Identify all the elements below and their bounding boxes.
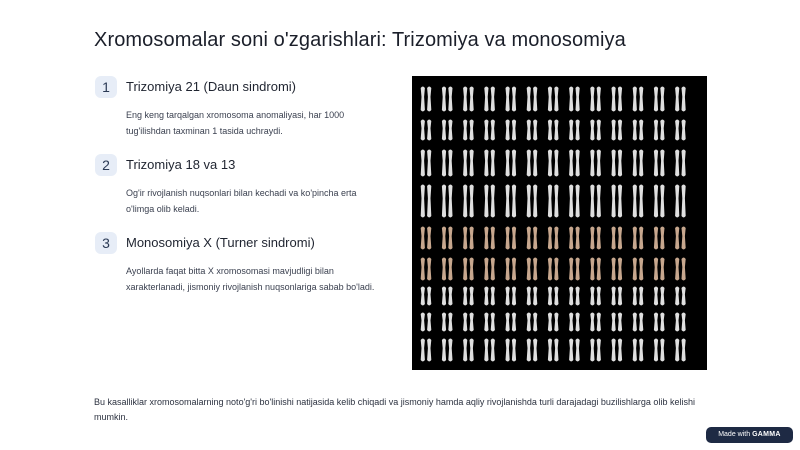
chromosome-pair xyxy=(421,258,432,281)
chromosome-pair xyxy=(590,313,601,332)
item-number-badge: 3 xyxy=(95,232,117,254)
chromosome-pair xyxy=(527,185,538,218)
chromosome-pair xyxy=(569,287,580,306)
chromosome-pair xyxy=(612,227,623,250)
chromosome-pair xyxy=(654,313,665,332)
chromosome-pair xyxy=(506,339,517,362)
chromosome-pair xyxy=(484,287,495,306)
chromosome-pair xyxy=(527,287,538,306)
item-heading: Monosomiya X (Turner sindromi) xyxy=(126,235,315,250)
chromosome-pair xyxy=(633,185,644,218)
item-heading: Trizomiya 18 va 13 xyxy=(126,157,236,172)
chromosome-pair xyxy=(569,258,580,281)
chromosome-pair xyxy=(675,120,686,141)
chromosome-pair xyxy=(506,313,517,332)
chromosome-pair xyxy=(612,339,623,362)
chromosome-pair xyxy=(484,313,495,332)
chromosome-pair xyxy=(612,87,623,112)
chromosome-pair xyxy=(612,185,623,218)
chromosome-pair xyxy=(633,87,644,112)
chromosome-pair xyxy=(548,227,559,250)
chromosome-pair xyxy=(463,258,474,281)
chromosome-pair xyxy=(569,313,580,332)
chromosome-pair xyxy=(548,258,559,281)
chromosome-pair xyxy=(612,287,623,306)
chromosome-pair xyxy=(654,287,665,306)
chromosome-pair xyxy=(527,150,538,177)
made-with-gamma-badge[interactable] xyxy=(706,427,793,443)
chromosome-pair xyxy=(442,339,453,362)
chromosome-pair xyxy=(506,150,517,177)
chromosome-pair xyxy=(633,227,644,250)
chromosome-pair xyxy=(421,87,432,112)
chromosome-pair xyxy=(633,258,644,281)
chromosome-pair xyxy=(675,339,686,362)
chromosome-pair xyxy=(590,339,601,362)
chromosome-pair xyxy=(506,87,517,112)
chromosome-pair xyxy=(421,120,432,141)
chromosome-pair xyxy=(463,87,474,112)
chromosome-pair xyxy=(442,258,453,281)
chromosome-pair xyxy=(612,150,623,177)
chromosome-pair xyxy=(590,227,601,250)
chromosome-pair xyxy=(484,185,495,218)
chromosome-pair xyxy=(675,87,686,112)
chromosome-pair xyxy=(442,185,453,218)
chromosome-pair xyxy=(569,227,580,250)
chromosome-pair xyxy=(527,339,538,362)
chromosome-pair xyxy=(484,339,495,362)
chromosome-pair xyxy=(421,227,432,250)
footer-text: Bu kasalliklar xromosomalarning noto'g'ri bo'linishi natijasida kelib chiqadi va jismoniy hamda aqliy rivojlanishda turli darajadagi buzilishlarga olib kelishi mumkin. xyxy=(94,397,695,422)
badge-prefix: Made with xyxy=(718,431,751,438)
chromosome-pair xyxy=(442,120,453,141)
chromosome-pair xyxy=(548,287,559,306)
chromosome-pair xyxy=(675,287,686,306)
chromosome-pair xyxy=(463,185,474,218)
chromosome-pair xyxy=(569,185,580,218)
chromosome-pair xyxy=(463,339,474,362)
slide-title: Xromosomalar soni o'zgarishlari: Trizomiya va monosomiya xyxy=(94,29,626,51)
chromosome-pair xyxy=(675,313,686,332)
chromosome-pair xyxy=(527,313,538,332)
chromosome-pair xyxy=(654,185,665,218)
chromosome-pair xyxy=(548,339,559,362)
item-description: Eng keng tarqalgan xromosoma anomaliyasi, har 1000 tug'ilishdan taxminan 1 tasida uchraydi. xyxy=(126,110,345,136)
chromosome-pair xyxy=(654,120,665,141)
chromosome-pair xyxy=(506,287,517,306)
chromosome-pair xyxy=(654,87,665,112)
chromosome-pair xyxy=(654,339,665,362)
chromosome-pair xyxy=(654,150,665,177)
badge-brand: GAMMA xyxy=(752,431,781,438)
karyotype-image xyxy=(412,76,707,370)
chromosome-pair xyxy=(506,120,517,141)
chromosome-pair xyxy=(612,313,623,332)
chromosome-pair xyxy=(633,313,644,332)
chromosome-pair xyxy=(612,120,623,141)
chromosome-pair xyxy=(590,185,601,218)
item-description: Og'ir rivojlanish nuqsonlari bilan kechadi va ko'pincha erta o'limga olib keladi. xyxy=(126,188,357,214)
chromosome-pair xyxy=(569,150,580,177)
chromosome-pair xyxy=(506,227,517,250)
chromosome-pair xyxy=(548,313,559,332)
chromosome-pair xyxy=(506,258,517,281)
chromosome-pair xyxy=(548,150,559,177)
chromosome-pair xyxy=(590,87,601,112)
chromosome-pair xyxy=(675,185,686,218)
chromosome-pair xyxy=(548,120,559,141)
chromosome-pair xyxy=(421,313,432,332)
chromosome-pair xyxy=(463,313,474,332)
item-number-badge: 2 xyxy=(95,154,117,176)
chromosome-pair xyxy=(590,150,601,177)
chromosome-pair xyxy=(421,150,432,177)
chromosome-pair xyxy=(633,287,644,306)
chromosome-pair xyxy=(633,120,644,141)
chromosome-pair xyxy=(421,287,432,306)
chromosome-pair xyxy=(548,87,559,112)
chromosome-pair xyxy=(590,287,601,306)
item-number-badge: 1 xyxy=(95,76,117,98)
chromosome-pair xyxy=(442,313,453,332)
chromosome-pair xyxy=(442,150,453,177)
chromosome-pair xyxy=(569,339,580,362)
chromosome-pair xyxy=(463,287,474,306)
chromosome-pair xyxy=(612,258,623,281)
chromosome-pair xyxy=(569,120,580,141)
chromosome-pair xyxy=(484,227,495,250)
chromosome-pair xyxy=(633,150,644,177)
chromosome-pair xyxy=(484,258,495,281)
chromosome-pair xyxy=(527,227,538,250)
chromosome-pair xyxy=(675,227,686,250)
item-heading: Trizomiya 21 (Daun sindromi) xyxy=(126,79,297,94)
chromosome-pair xyxy=(654,227,665,250)
chromosome-pair xyxy=(463,227,474,250)
item-description: Ayollarda faqat bitta X xromosomasi mavjudligi bilan xarakterlanadi, jismoniy rivojlanish nuqsonlariga sabab bo'ladi. xyxy=(126,266,375,292)
chromosome-pair xyxy=(527,258,538,281)
karyotype-illustration xyxy=(412,76,707,370)
chromosome-pair xyxy=(463,120,474,141)
chromosome-pair xyxy=(633,339,644,362)
chromosome-pair xyxy=(527,120,538,141)
chromosome-pair xyxy=(442,87,453,112)
chromosome-pair xyxy=(484,150,495,177)
chromosome-pair xyxy=(442,227,453,250)
chromosome-pair xyxy=(506,185,517,218)
chromosome-pair xyxy=(675,258,686,281)
chromosome-pair xyxy=(548,185,559,218)
chromosome-pair xyxy=(421,185,432,218)
chromosome-pair xyxy=(527,87,538,112)
chromosome-pair xyxy=(442,287,453,306)
chromosome-pair xyxy=(484,87,495,112)
chromosome-pair xyxy=(463,150,474,177)
chromosome-pair xyxy=(590,258,601,281)
chromosome-pair xyxy=(675,150,686,177)
chromosome-pair xyxy=(421,339,432,362)
chromosome-pair xyxy=(569,87,580,112)
chromosome-pair xyxy=(484,120,495,141)
chromosome-pair xyxy=(654,258,665,281)
chromosome-pair xyxy=(590,120,601,141)
